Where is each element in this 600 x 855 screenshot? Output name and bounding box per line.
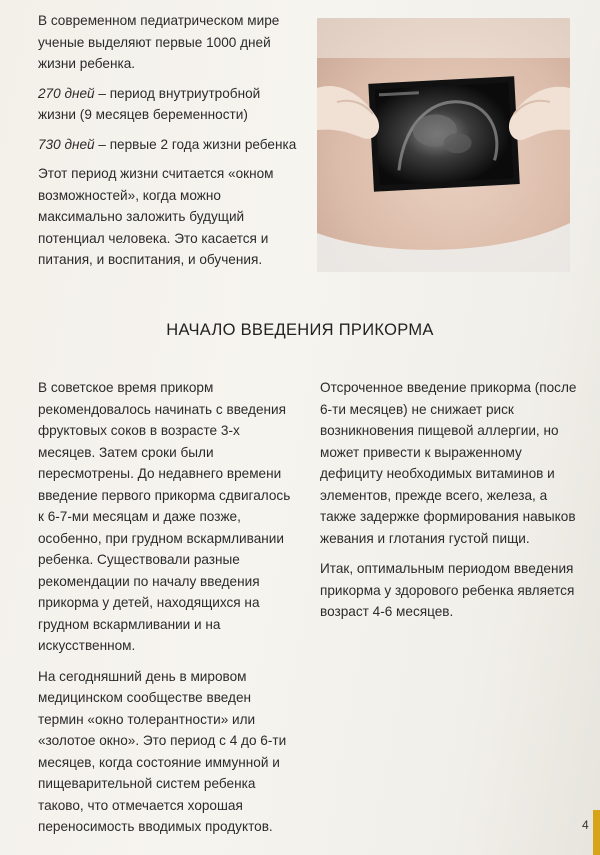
soviet-recommendations-paragraph: В советское время прикорм рекомендовалось начинать с введения фруктовых соков в возрасте 3-х месяцев. Затем сроки были пересмотрены. До недавнего времени введение первого прикорма сдвигалось к 6-7-ми месяцам и даже позже, особенно, при грудном вскармливании ребенка. Существовали разные рекомендации по началу введения прикорма у детей, находящихся на грудном вскармливании и на искусственном. [38,380,291,653]
intro-paragraph-270-days [38,83,300,126]
intro-paragraph-window: Этот период жизни считается «окном возможностей», когда можно максимально заложить будущий потенциал человека. Это касается и питания, и воспитания, и обучения. [38,166,274,267]
optimal-period-paragraph: Итак, оптимальным периодом введения прикорма у здорового ребенка является возраст 4-6 месяцев. [320,561,575,619]
page-number: 4 [582,818,589,832]
right-column [320,377,582,632]
term-270-description: – период внутриутробной жизни (9 месяцев беременности) [38,85,261,122]
term-270-days: 270 дней [38,85,95,101]
term-730-description: – первые 2 года жизни ребенка [94,136,297,152]
accent-tab [593,810,600,855]
delayed-introduction-paragraph: Отсроченное введение прикорма (после 6-ти месяцев) не снижает риск возникновения пищевой аллергии, но может привести к выраженному дефициту необходимых витаминов и элементов, прежде всего, железа, а также задержке формирования навыков жевания и глотания густой пищи. [320,380,577,546]
tolerance-window-paragraph: На сегодняшний день в мировом медицинском сообществе введен термин «окно толерантности» или «золотое окно». Это период с 4 до 6-ти месяцев, когда состояние иммунной и пищеварительной систем ребенка таково, что отмечается хорошая переносимость вводимых продуктов. [38,668,287,834]
intro-paragraph-730-days [38,134,300,156]
ultrasound-photo [317,18,570,272]
section-heading: НАЧАЛО ВВЕДЕНИЯ ПРИКОРМА [166,321,434,339]
intro-paragraph-1000-days: В современном педиатрическом мире ученые выделяют первые 1000 дней жизни ребенка. [38,13,280,71]
ultrasound-photo-illustration [317,18,570,272]
left-column [38,377,300,847]
intro-text [38,10,300,279]
term-730-days: 730 дней [38,136,95,152]
